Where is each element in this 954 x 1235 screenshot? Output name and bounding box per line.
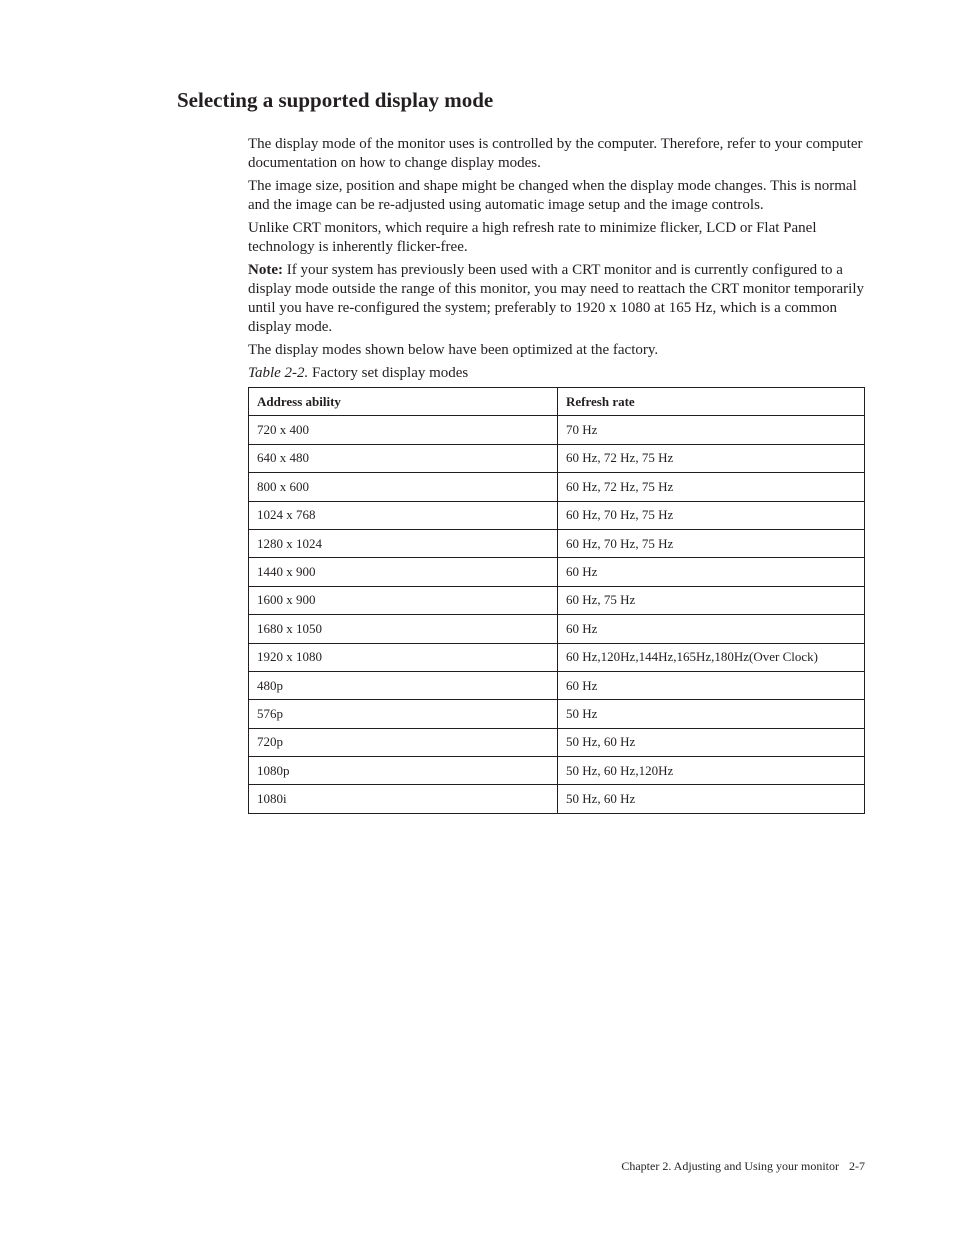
page-footer bbox=[621, 1158, 865, 1174]
cell-address-ability: 1440 x 900 bbox=[249, 558, 558, 586]
table-body bbox=[249, 416, 865, 813]
table-row bbox=[249, 586, 865, 614]
cell-refresh-rate: 60 Hz, 70 Hz, 75 Hz bbox=[558, 529, 865, 557]
note-label: Note: bbox=[248, 262, 283, 278]
table-row bbox=[249, 643, 865, 671]
header-refresh-rate: Refresh rate bbox=[558, 388, 865, 416]
cell-refresh-rate: 60 Hz,120Hz,144Hz,165Hz,180Hz(Over Clock) bbox=[558, 643, 865, 671]
paragraph-image-adjustment: The image size, position and shape might be changed when the display mode changes. This is normal and the image can be re-adjusted using automatic image setup and the image controls. bbox=[248, 178, 857, 213]
cell-refresh-rate: 60 Hz bbox=[558, 558, 865, 586]
cell-address-ability: 480p bbox=[249, 671, 558, 699]
cell-refresh-rate: 50 Hz, 60 Hz bbox=[558, 728, 865, 756]
cell-address-ability: 576p bbox=[249, 700, 558, 728]
table-row bbox=[249, 785, 865, 813]
cell-address-ability: 1920 x 1080 bbox=[249, 643, 558, 671]
cell-refresh-rate: 60 Hz, 72 Hz, 75 Hz bbox=[558, 473, 865, 501]
table-row bbox=[249, 558, 865, 586]
footer-chapter: Chapter 2. Adjusting and Using your monitor bbox=[621, 1159, 839, 1173]
paragraph-flicker-free: Unlike CRT monitors, which require a high refresh rate to minimize flicker, LCD or Flat Panel technology is inherently flicker-free. bbox=[248, 220, 817, 255]
cell-refresh-rate: 60 Hz, 72 Hz, 75 Hz bbox=[558, 444, 865, 472]
table-caption-text: Factory set display modes bbox=[308, 365, 469, 381]
cell-address-ability: 1600 x 900 bbox=[249, 586, 558, 614]
table-row bbox=[249, 529, 865, 557]
table-row bbox=[249, 416, 865, 444]
cell-address-ability: 1280 x 1024 bbox=[249, 529, 558, 557]
table-row bbox=[249, 757, 865, 785]
page-title: Selecting a supported display mode bbox=[177, 88, 494, 112]
cell-refresh-rate: 70 Hz bbox=[558, 416, 865, 444]
page-number: 2-7 bbox=[849, 1159, 865, 1173]
display-modes-table bbox=[248, 387, 865, 814]
cell-address-ability: 1024 x 768 bbox=[249, 501, 558, 529]
main-content bbox=[248, 135, 864, 814]
table-row bbox=[249, 671, 865, 699]
table-row bbox=[249, 700, 865, 728]
cell-address-ability: 1080p bbox=[249, 757, 558, 785]
table-row bbox=[249, 473, 865, 501]
cell-refresh-rate: 60 Hz, 70 Hz, 75 Hz bbox=[558, 501, 865, 529]
cell-refresh-rate: 50 Hz bbox=[558, 700, 865, 728]
table-row bbox=[249, 444, 865, 472]
table-header-row bbox=[249, 388, 865, 416]
cell-address-ability: 1080i bbox=[249, 785, 558, 813]
table-row bbox=[249, 728, 865, 756]
header-address-ability: Address ability bbox=[249, 388, 558, 416]
table-row bbox=[249, 615, 865, 643]
cell-address-ability: 1680 x 1050 bbox=[249, 615, 558, 643]
table-caption-label: Table 2-2. bbox=[248, 365, 309, 381]
cell-refresh-rate: 60 Hz, 75 Hz bbox=[558, 586, 865, 614]
cell-address-ability: 720p bbox=[249, 728, 558, 756]
cell-address-ability: 800 x 600 bbox=[249, 473, 558, 501]
table-caption bbox=[248, 364, 864, 383]
cell-refresh-rate: 50 Hz, 60 Hz,120Hz bbox=[558, 757, 865, 785]
note-text: If your system has previously been used with a CRT monitor and is currently configured to a display mode outside the range of this monitor, you may need to reattach the CRT monitor temporarily until you have re-configured the system; preferably to 1920 x 1080 at 165 Hz, which is a common display mode. bbox=[248, 262, 865, 335]
table-row bbox=[249, 501, 865, 529]
cell-refresh-rate: 50 Hz, 60 Hz bbox=[558, 785, 865, 813]
cell-address-ability: 640 x 480 bbox=[249, 444, 558, 472]
cell-address-ability: 720 x 400 bbox=[249, 416, 558, 444]
cell-refresh-rate: 60 Hz bbox=[558, 615, 865, 643]
paragraph-optimized-modes: The display modes shown below have been optimized at the factory. bbox=[248, 342, 659, 358]
paragraph-display-mode-control: The display mode of the monitor uses is controlled by the computer. Therefore, refer to your computer documentation on how to change display modes. bbox=[248, 136, 863, 171]
cell-refresh-rate: 60 Hz bbox=[558, 671, 865, 699]
note-paragraph bbox=[248, 261, 864, 337]
